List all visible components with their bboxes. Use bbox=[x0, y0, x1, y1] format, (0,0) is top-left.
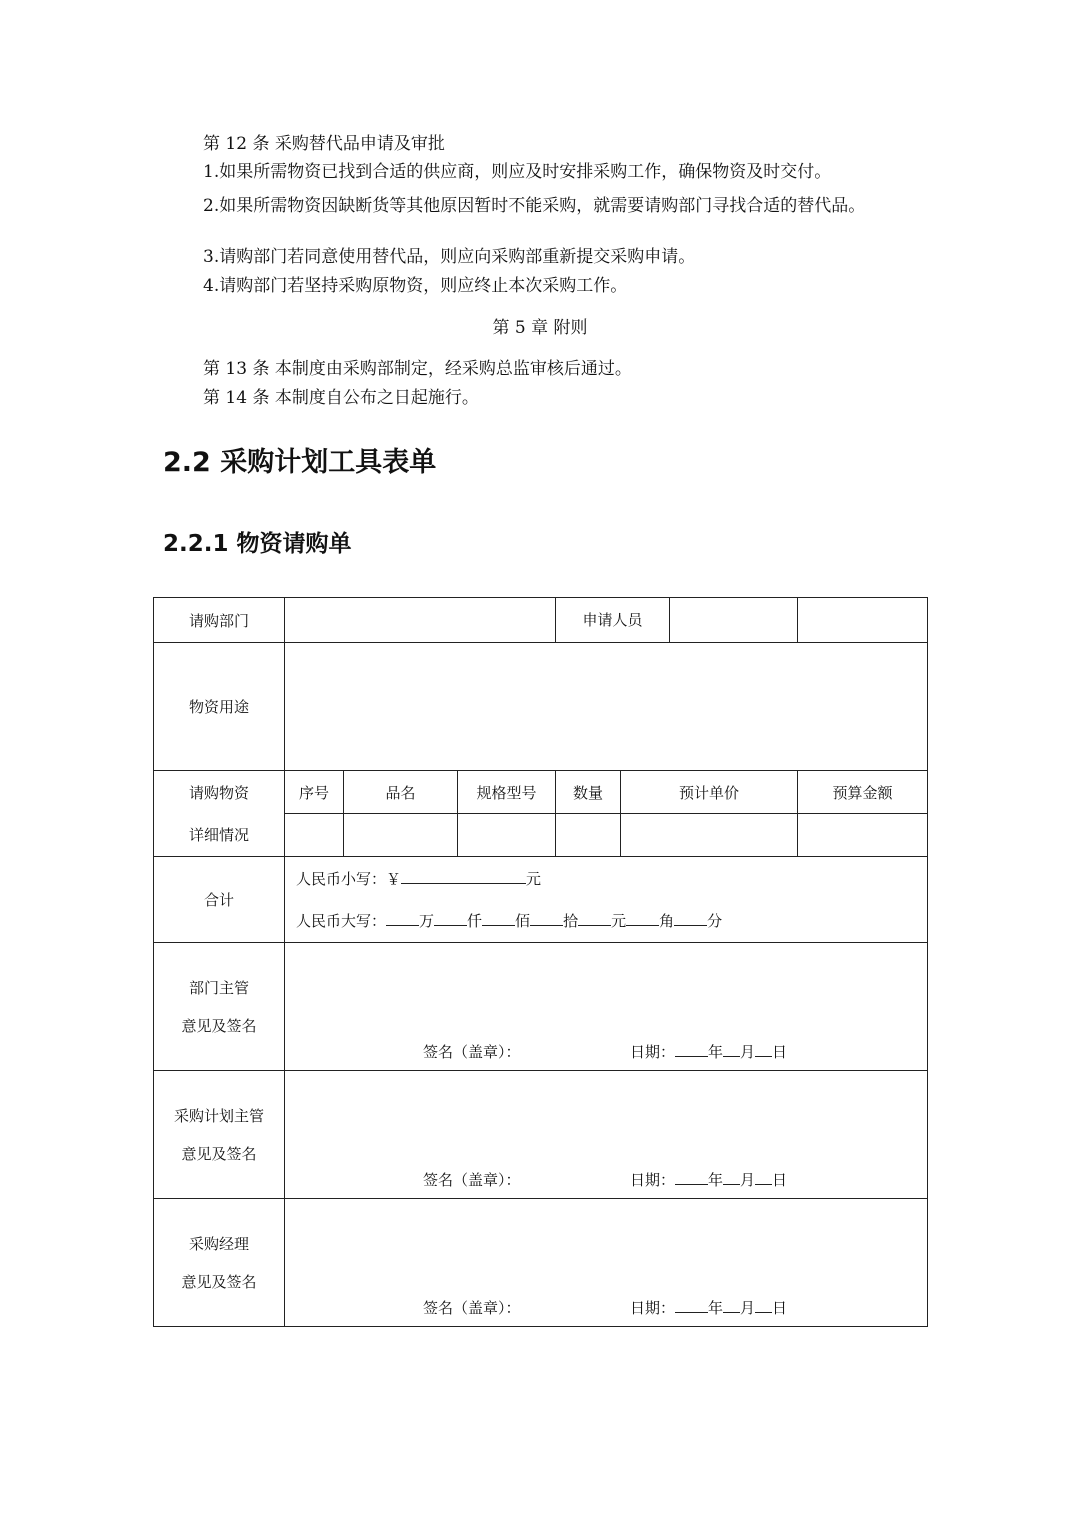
chapter-5-title: 第 5 章 附则 bbox=[492, 318, 588, 338]
sign-label: 签名（盖章）： bbox=[423, 1043, 521, 1061]
form-row-detail-header bbox=[154, 771, 928, 814]
rmb-big-blank[interactable] bbox=[530, 911, 563, 926]
date-day-label: 日 bbox=[772, 1043, 788, 1061]
date-prefix: 日期： bbox=[630, 1299, 676, 1317]
usage-label: 物资用途 bbox=[154, 643, 285, 771]
total-cell bbox=[285, 857, 928, 943]
rmb-big-blank[interactable] bbox=[626, 911, 659, 926]
applicant-label: 申请人员 bbox=[556, 598, 670, 642]
section-title: 2.2 采购计划工具表单 bbox=[163, 447, 437, 478]
col-header-quantity: 数量 bbox=[556, 771, 621, 814]
date-year-blank[interactable] bbox=[675, 1298, 708, 1313]
date-month-blank[interactable] bbox=[723, 1298, 740, 1313]
applicant-field-spacer bbox=[670, 598, 797, 642]
date-day-blank[interactable] bbox=[755, 1298, 772, 1313]
rmb-unit-fen: 分 bbox=[707, 911, 723, 930]
col-header-budget: 预算金额 bbox=[798, 771, 928, 814]
cell-unit-price[interactable] bbox=[621, 814, 798, 857]
dept-label: 请购部门 bbox=[154, 598, 285, 643]
article-12-item-1: 1.如果所需物资已找到合适的供应商，则应及时安排采购工作，确保物资及时交付。 bbox=[203, 162, 832, 182]
purchase-request-form bbox=[153, 597, 928, 1327]
approval-label-planning bbox=[154, 1071, 285, 1199]
sign-label: 签名（盖章）： bbox=[423, 1171, 521, 1189]
dept-field[interactable] bbox=[285, 598, 556, 643]
rmb-unit-qian: 仟 bbox=[467, 911, 483, 930]
form-row-department bbox=[154, 598, 928, 643]
rmb-big-blank[interactable] bbox=[386, 911, 419, 926]
date-month-blank[interactable] bbox=[723, 1042, 740, 1057]
date-day-blank[interactable] bbox=[755, 1042, 772, 1057]
rmb-big-prefix: 人民币大写： bbox=[296, 911, 387, 930]
article-12-item-4: 4.请购部门若坚持采购原物资，则应终止本次采购工作。 bbox=[203, 276, 628, 296]
date-month-label: 月 bbox=[740, 1171, 756, 1189]
rmb-small-blank[interactable] bbox=[401, 869, 526, 884]
applicant-cell bbox=[556, 598, 798, 643]
approval-label-manager-2: 意见及签名 bbox=[181, 1272, 257, 1291]
subsection-title: 2.2.1 物资请购单 bbox=[163, 531, 352, 557]
date-prefix: 日期： bbox=[630, 1171, 676, 1189]
detail-label-1: 请购物资 bbox=[154, 771, 285, 814]
approval-label-dept-1: 部门主管 bbox=[188, 978, 249, 997]
rmb-small-line bbox=[296, 858, 927, 900]
form-row-total bbox=[154, 857, 928, 943]
rmb-small-suffix: 元 bbox=[526, 869, 542, 888]
approval-label-dept-2: 意见及签名 bbox=[181, 1016, 257, 1035]
date-month-blank[interactable] bbox=[723, 1170, 740, 1185]
rmb-big-blank[interactable] bbox=[434, 911, 467, 926]
date-line bbox=[630, 1297, 787, 1318]
cell-quantity[interactable] bbox=[556, 814, 621, 857]
cell-name[interactable] bbox=[344, 814, 458, 857]
applicant-field[interactable] bbox=[798, 598, 928, 643]
rmb-unit-shi: 拾 bbox=[563, 911, 579, 930]
date-year-label: 年 bbox=[708, 1171, 724, 1189]
date-month-label: 月 bbox=[740, 1043, 756, 1061]
approval-label-manager bbox=[154, 1199, 285, 1327]
date-day-label: 日 bbox=[772, 1171, 788, 1189]
form-row-detail-entry bbox=[154, 814, 928, 857]
detail-label-2: 详细情况 bbox=[154, 814, 285, 857]
article-12-item-2: 2.如果所需物资因缺断货等其他原因暂时不能采购，就需要请购部门寻找合适的替代品。 bbox=[203, 196, 866, 216]
form-row-approval-manager bbox=[154, 1199, 928, 1327]
rmb-small-prefix: 人民币小写：￥ bbox=[296, 869, 402, 888]
rmb-unit-jiao: 角 bbox=[659, 911, 675, 930]
date-line bbox=[630, 1041, 787, 1062]
approval-label-planning-2: 意见及签名 bbox=[181, 1144, 257, 1163]
sign-label: 签名（盖章）： bbox=[423, 1299, 521, 1317]
rmb-unit-yuan: 元 bbox=[611, 911, 627, 930]
approval-field-planning[interactable] bbox=[285, 1071, 928, 1199]
form-row-usage bbox=[154, 643, 928, 771]
usage-field[interactable] bbox=[285, 643, 928, 771]
approval-label-planning-1: 采购计划主管 bbox=[173, 1106, 264, 1125]
cell-spec[interactable] bbox=[458, 814, 556, 857]
form-row-approval-dept bbox=[154, 943, 928, 1071]
date-day-label: 日 bbox=[772, 1299, 788, 1317]
form-row-approval-planning bbox=[154, 1071, 928, 1199]
date-year-blank[interactable] bbox=[675, 1170, 708, 1185]
approval-label-manager-1: 采购经理 bbox=[188, 1234, 249, 1253]
col-header-spec: 规格型号 bbox=[458, 771, 556, 814]
rmb-big-line bbox=[296, 900, 927, 942]
rmb-unit-bai: 佰 bbox=[515, 911, 531, 930]
date-year-blank[interactable] bbox=[675, 1042, 708, 1057]
col-header-name: 品名 bbox=[344, 771, 458, 814]
rmb-big-blank[interactable] bbox=[674, 911, 707, 926]
article-12-item-3: 3.请购部门若同意使用替代品，则应向采购部重新提交采购申请。 bbox=[203, 247, 696, 267]
approval-field-dept[interactable] bbox=[285, 943, 928, 1071]
date-month-label: 月 bbox=[740, 1299, 756, 1317]
article-12-title: 第 12 条 采购替代品申请及审批 bbox=[203, 134, 445, 154]
cell-serial[interactable] bbox=[285, 814, 344, 857]
article-13: 第 13 条 本制度由采购部制定，经采购总监审核后通过。 bbox=[203, 359, 632, 379]
article-14: 第 14 条 本制度自公布之日起施行。 bbox=[203, 388, 479, 408]
total-label: 合计 bbox=[154, 857, 285, 943]
date-day-blank[interactable] bbox=[755, 1170, 772, 1185]
date-line bbox=[630, 1169, 787, 1190]
cell-budget[interactable] bbox=[798, 814, 928, 857]
col-header-unit-price: 预计单价 bbox=[621, 771, 798, 814]
date-year-label: 年 bbox=[708, 1043, 724, 1061]
rmb-big-blank[interactable] bbox=[482, 911, 515, 926]
approval-field-manager[interactable] bbox=[285, 1199, 928, 1327]
rmb-unit-wan: 万 bbox=[419, 911, 435, 930]
approval-label-dept bbox=[154, 943, 285, 1071]
date-year-label: 年 bbox=[708, 1299, 724, 1317]
rmb-big-blank[interactable] bbox=[578, 911, 611, 926]
date-prefix: 日期： bbox=[630, 1043, 676, 1061]
col-header-serial: 序号 bbox=[285, 771, 344, 814]
